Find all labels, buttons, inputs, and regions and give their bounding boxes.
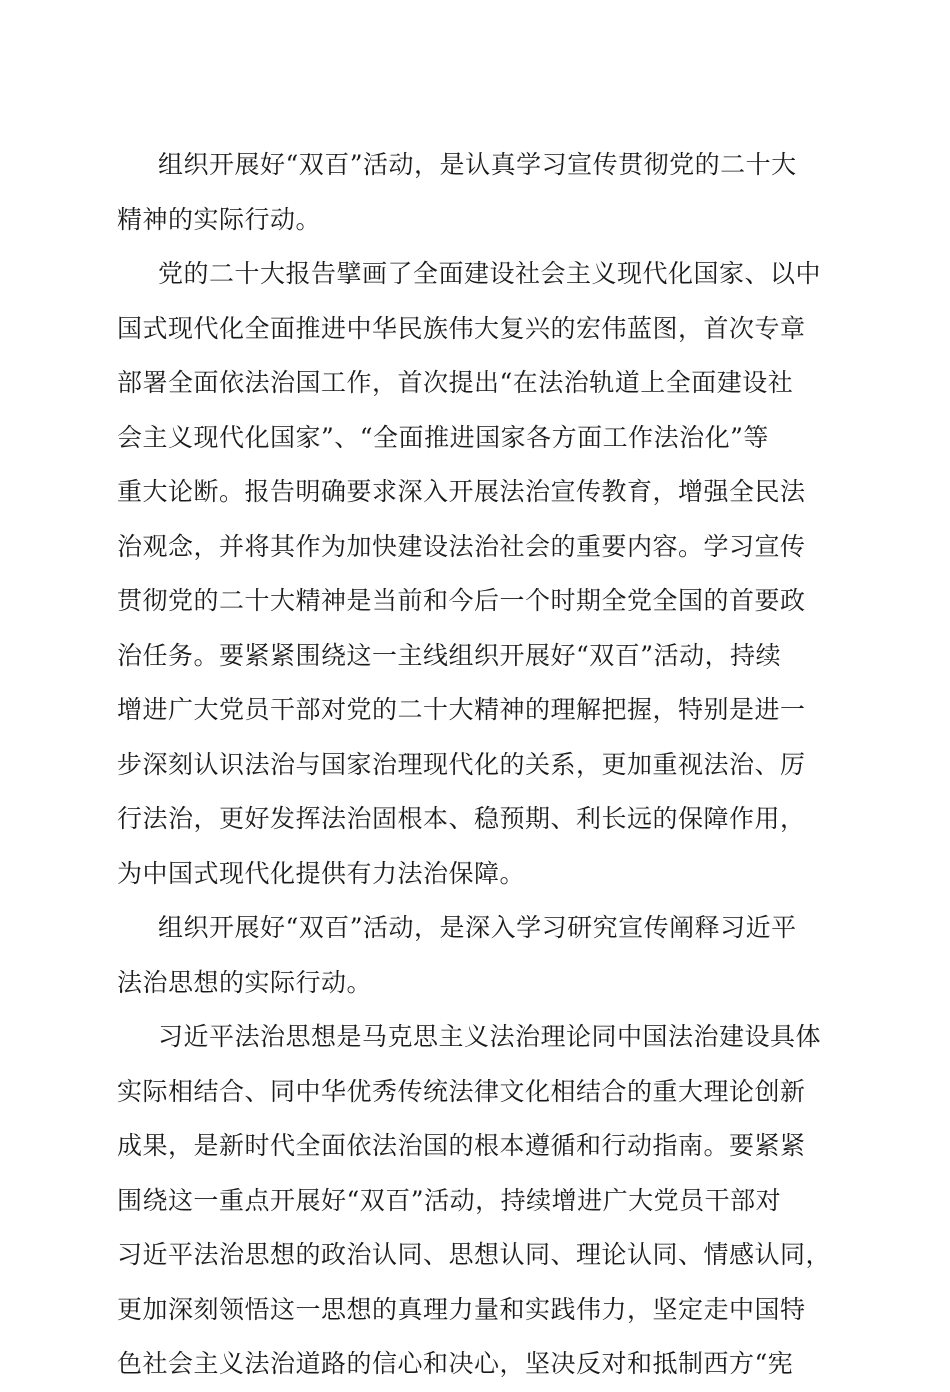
document-text-line: 精神的实际行动。: [117, 204, 322, 234]
document-text-line: 党的二十大报告擘画了全面建设社会主义现代化国家、以中: [158, 259, 822, 288]
document-text-line: 组织开展好“双百”活动，是认真学习宣传贯彻党的二十大: [158, 150, 797, 179]
document-text-line: 贯彻党的二十大精神是当前和今后一个时期全党全国的首要政: [117, 586, 806, 615]
document-body: [117, 138, 833, 1392]
document-text-line: 会主义现代化国家”、“全面推进国家各方面工作法治化”等: [117, 422, 769, 452]
document-text-line: 成果，是新时代全面依法治国的根本遵循和行动指南。要紧紧: [117, 1131, 806, 1160]
document-text-line: 治观念，并将其作为加快建设法治社会的重要内容。学习宣传: [117, 531, 806, 561]
document-text-line: 步深刻认识法治与国家治理现代化的关系，更加重视法治、厉: [117, 749, 806, 779]
document-text-line: 国式现代化全面推进中华民族伟大复兴的宏伟蓝图，首次专章: [117, 313, 806, 343]
document-text-line: 实际相结合、同中华优秀传统法律文化相结合的重大理论创新: [117, 1076, 806, 1106]
document-text-line: 行法治，更好发挥法治固根本、稳预期、利长远的保障作用，: [117, 804, 806, 833]
document-text-line: 增进广大党员干部对党的二十大精神的理解把握，特别是进一: [117, 695, 806, 724]
document-text-line: 重大论断。报告明确要求深入开展法治宣传教育，增强全民法: [117, 477, 806, 506]
document-text-line: 更加深刻领悟这一思想的真理力量和实践伟力，坚定走中国特: [117, 1294, 806, 1324]
document-text-line: 围绕这一重点开展好“双百”活动，持续增进广大党员干部对: [117, 1185, 782, 1215]
document-text-line: 习近平法治思想是马克思主义法治理论同中国法治建设具体: [158, 1022, 822, 1051]
document-text-line: 组织开展好“双百”活动，是深入学习研究宣传阐释习近平: [158, 913, 797, 942]
document-text-line: 为中国式现代化提供有力法治保障。: [117, 858, 526, 888]
document-text-line: 色社会主义法治道路的信心和决心，坚决反对和抵制西方“宪: [117, 1349, 794, 1378]
document-text-line: 法治思想的实际行动。: [117, 967, 373, 997]
document-text-line: 治任务。要紧紧围绕这一主线组织开展好“双百”活动，持续: [117, 640, 782, 670]
document-text-line: 习近平法治思想的政治认同、思想认同、理论认同、情感认同，: [117, 1240, 832, 1269]
document-text-line: 部署全面依法治国工作，首次提出“在法治轨道上全面建设社: [117, 368, 794, 397]
